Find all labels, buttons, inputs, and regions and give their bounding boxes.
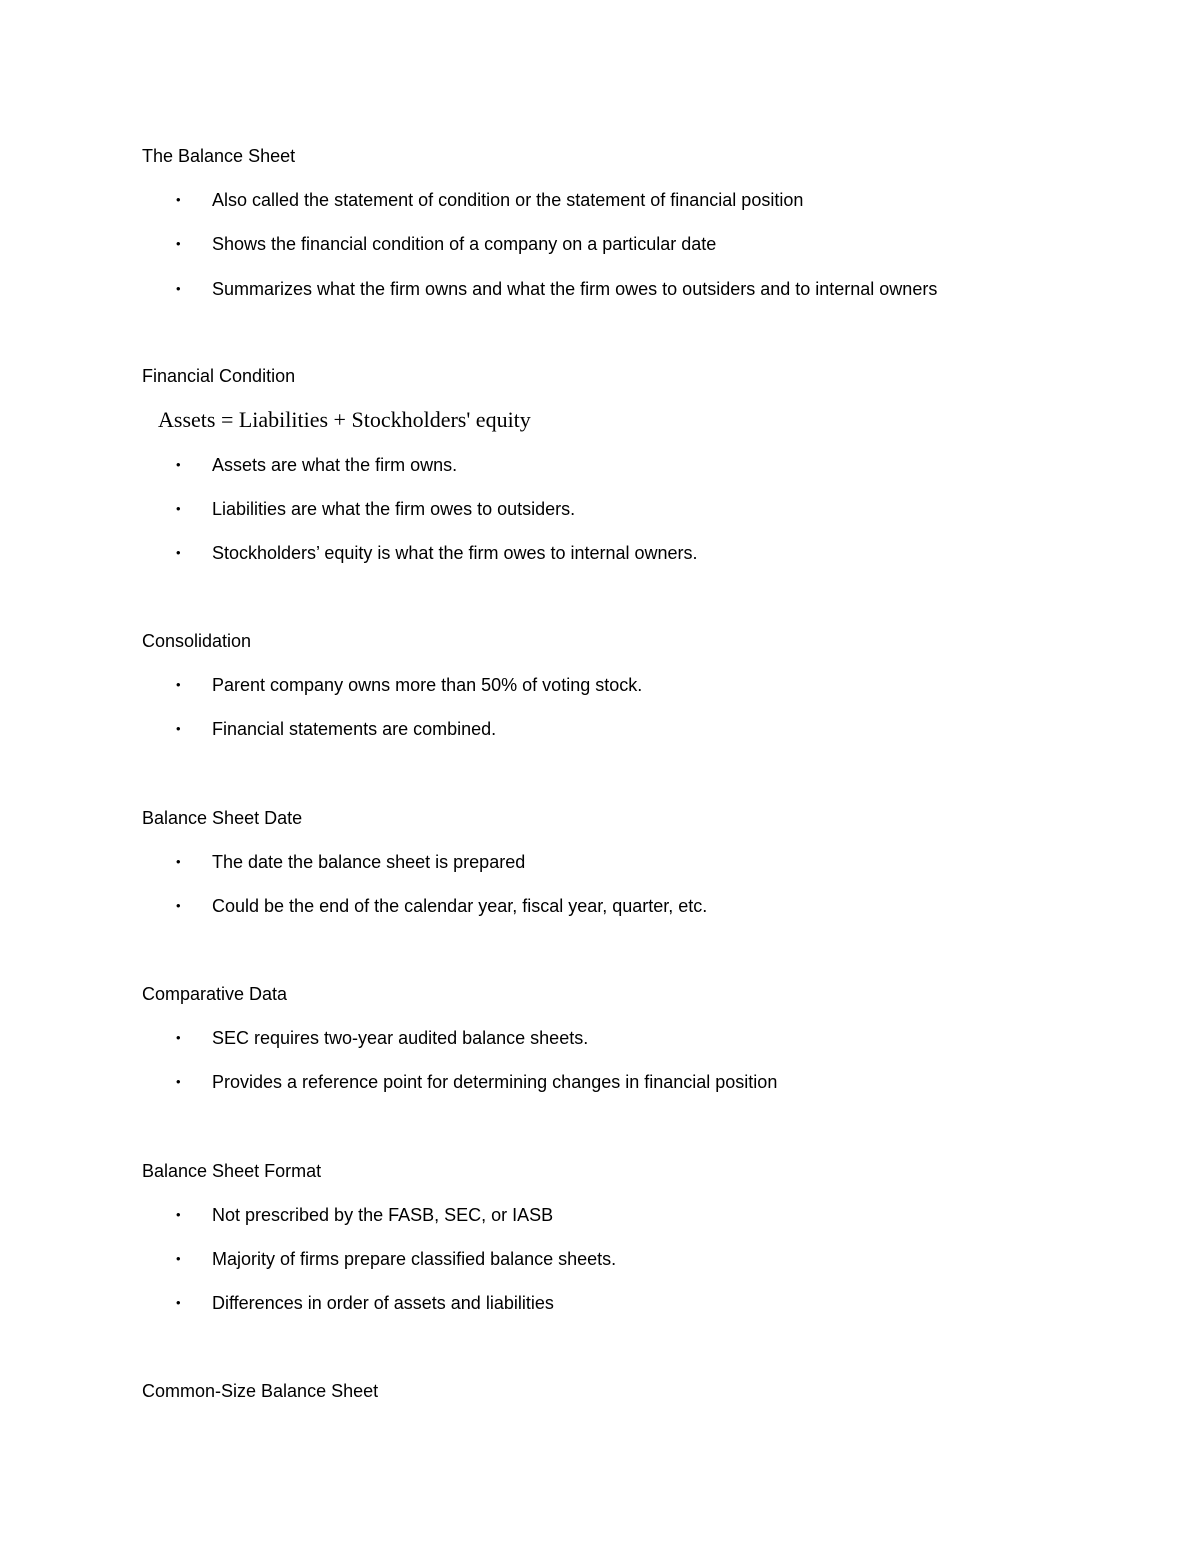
section-heading-comparative-data: Comparative Data — [142, 984, 288, 1004]
accounting-equation: Assets = Liabilities + Stockholders' equity — [158, 407, 531, 432]
list-item: • Shows the financial condition of a company on a particular date — [176, 234, 717, 254]
section-heading-common-size-balance-sheet: Common-Size Balance Sheet — [142, 1381, 379, 1401]
bullet-icon: • — [176, 192, 181, 207]
bullet-icon: • — [176, 1251, 181, 1266]
list-item: • Assets are what the firm owns. — [176, 455, 458, 475]
bullet-icon: • — [176, 1074, 181, 1089]
list-item: • Not prescribed by the FASB, SEC, or IASB — [176, 1205, 554, 1225]
bullet-icon: • — [176, 236, 181, 251]
bullet-icon: • — [176, 545, 181, 560]
section-heading-balance-sheet-format: Balance Sheet Format — [142, 1161, 322, 1181]
list-item: • Provides a reference point for determining changes in financial position — [176, 1072, 778, 1092]
list-item: • Differences in order of assets and liabilities — [176, 1293, 554, 1313]
bullet-icon: • — [176, 721, 181, 736]
bullet-icon: • — [176, 457, 181, 472]
section-heading-balance-sheet: The Balance Sheet — [142, 146, 296, 166]
list-item: • The date the balance sheet is prepared — [176, 852, 526, 872]
bullet-icon: • — [176, 501, 181, 516]
list-item: • Liabilities are what the firm owes to outsiders. — [176, 499, 576, 519]
bullet-icon: • — [176, 898, 181, 913]
bullet-icon: • — [176, 1295, 181, 1310]
bullet-icon: • — [176, 677, 181, 692]
bullet-icon: • — [176, 1030, 181, 1045]
section-heading-financial-condition: Financial Condition — [142, 366, 296, 386]
section-heading-consolidation: Consolidation — [142, 631, 252, 651]
list-item: • Parent company owns more than 50% of voting stock. — [176, 675, 643, 695]
list-item: • Financial statements are combined. — [176, 719, 497, 739]
list-item: • Also called the statement of condition or the statement of financial position — [176, 190, 804, 210]
bullet-icon: • — [176, 854, 181, 869]
list-item: • Stockholders’ equity is what the firm owes to internal owners. — [176, 543, 698, 563]
list-item: • Summarizes what the firm owns and what the firm owes to outsiders and to internal owners — [176, 279, 938, 299]
bullet-icon: • — [176, 281, 181, 296]
list-item: • Could be the end of the calendar year, fiscal year, quarter, etc. — [176, 896, 708, 916]
list-item: • Majority of firms prepare classified balance sheets. — [176, 1249, 617, 1269]
section-heading-balance-sheet-date: Balance Sheet Date — [142, 808, 303, 828]
bullet-icon: • — [176, 1207, 181, 1222]
list-item: • SEC requires two-year audited balance sheets. — [176, 1028, 589, 1048]
